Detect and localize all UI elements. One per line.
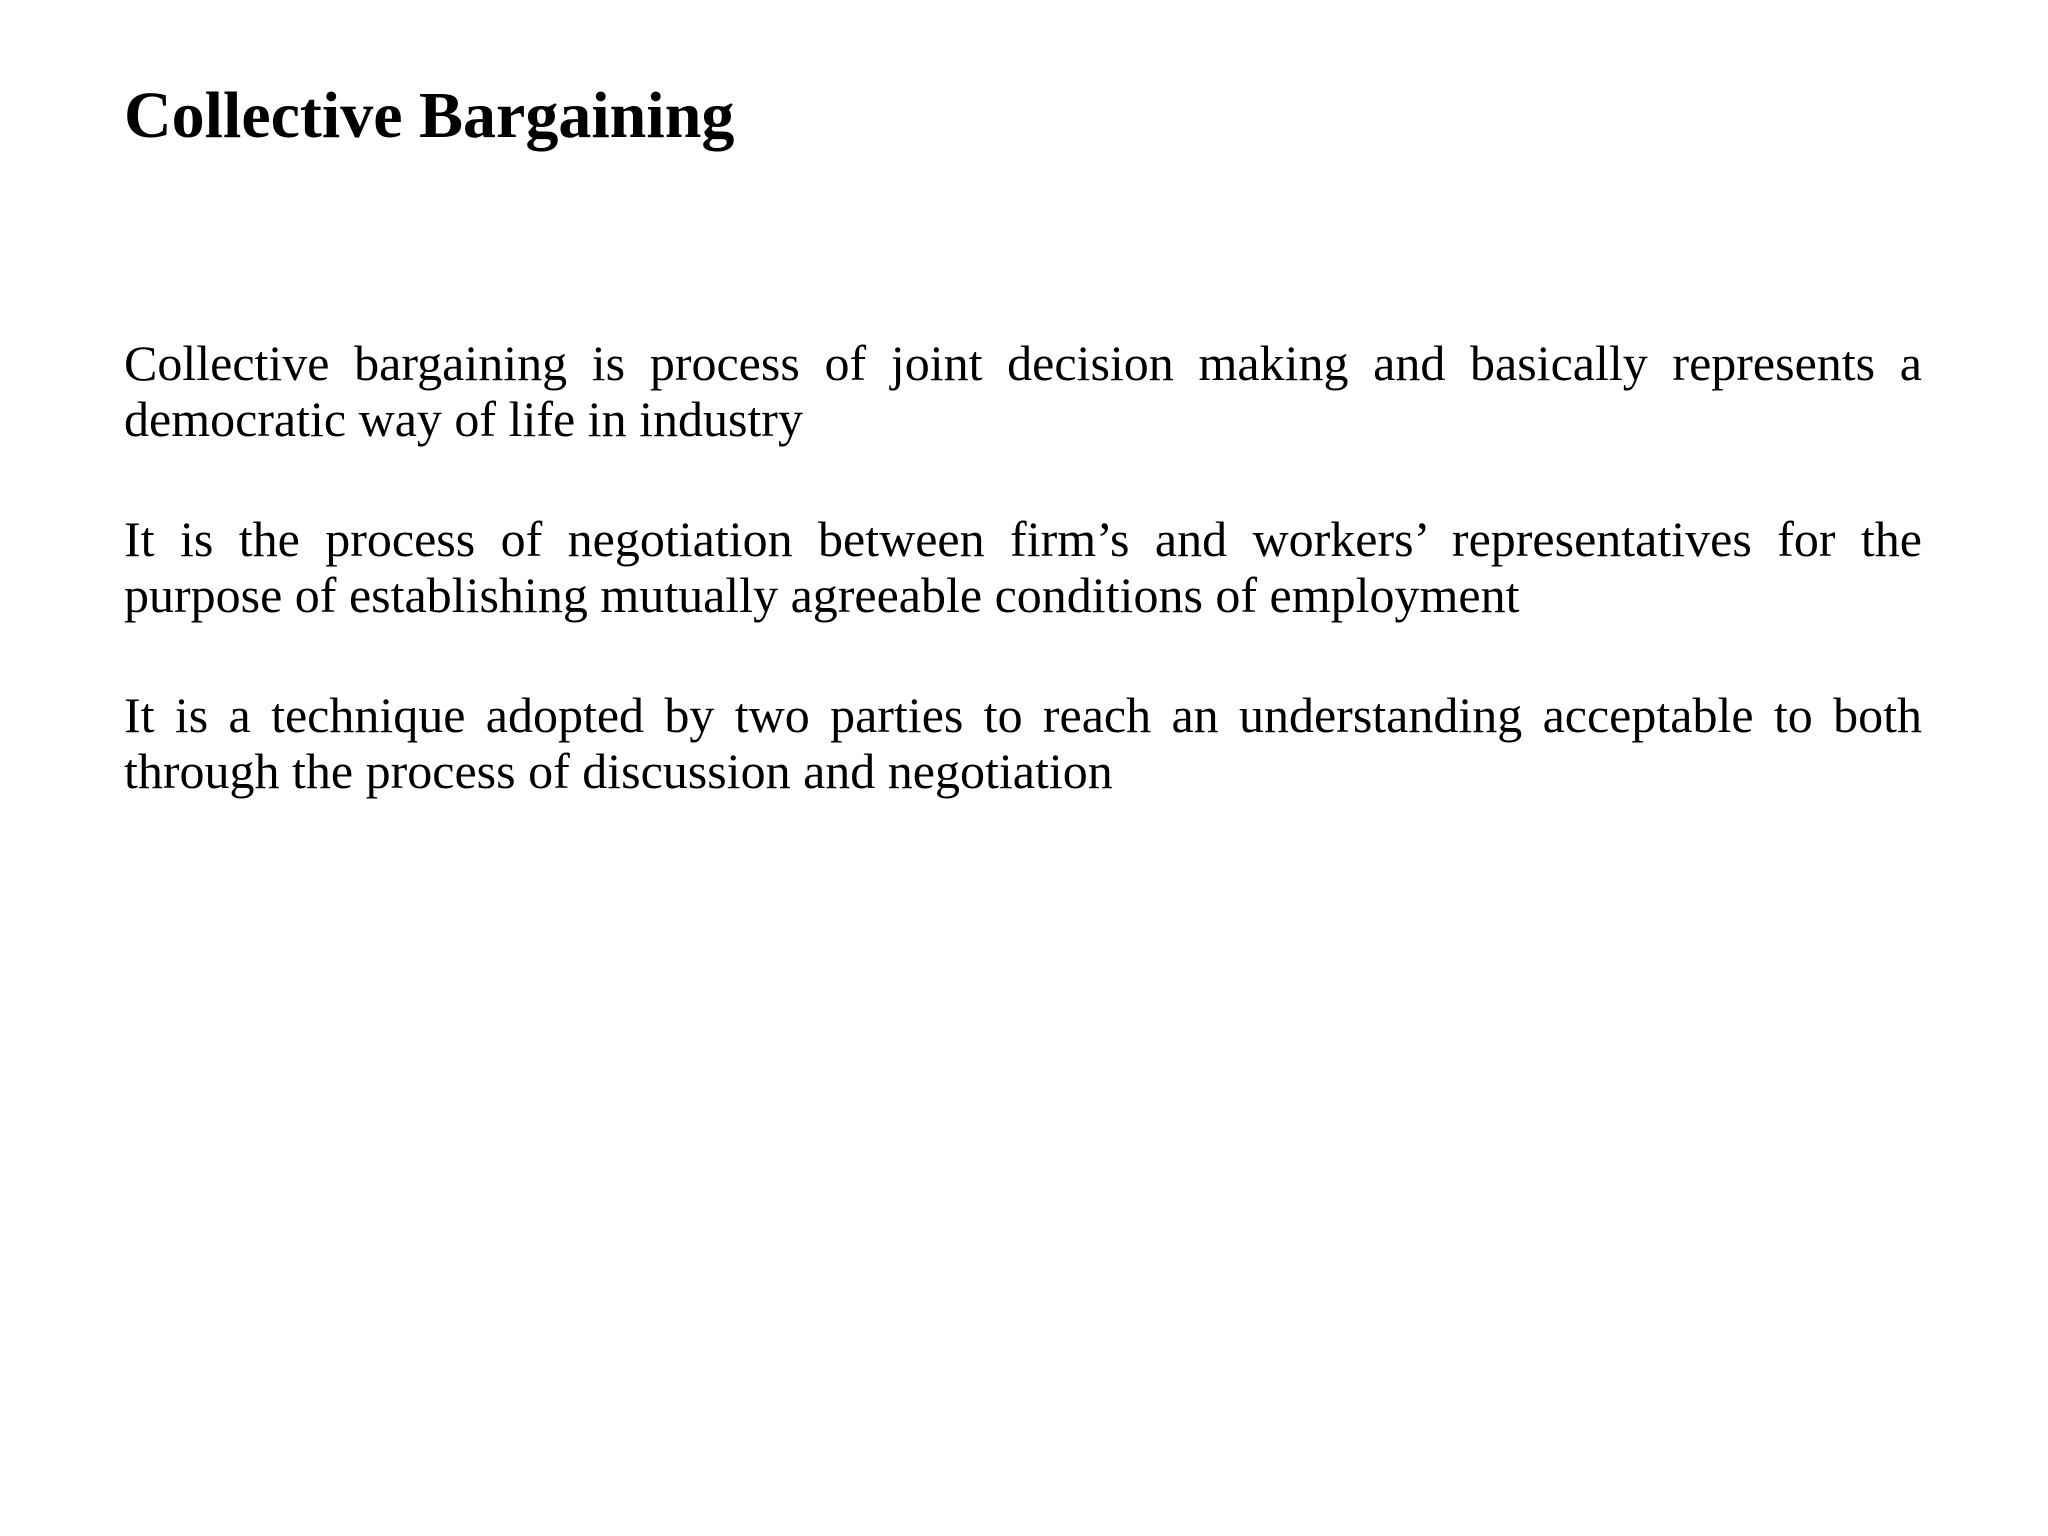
slide-body <box>124 335 1922 863</box>
paragraph-definition: Collective bargaining is process of joint decision making and basically represents a democratic way of life in industry <box>124 335 1922 447</box>
paragraph-technique: It is a technique adopted by two parties to reach an understanding acceptable to both through the process of discussion and negotiation <box>124 687 1922 799</box>
paragraph-negotiation: It is the process of negotiation between firm’s and workers’ representatives for the purpose of establishing mutually agreeable conditions of employment <box>124 511 1922 623</box>
slide-title: Collective Bargaining <box>124 79 735 152</box>
